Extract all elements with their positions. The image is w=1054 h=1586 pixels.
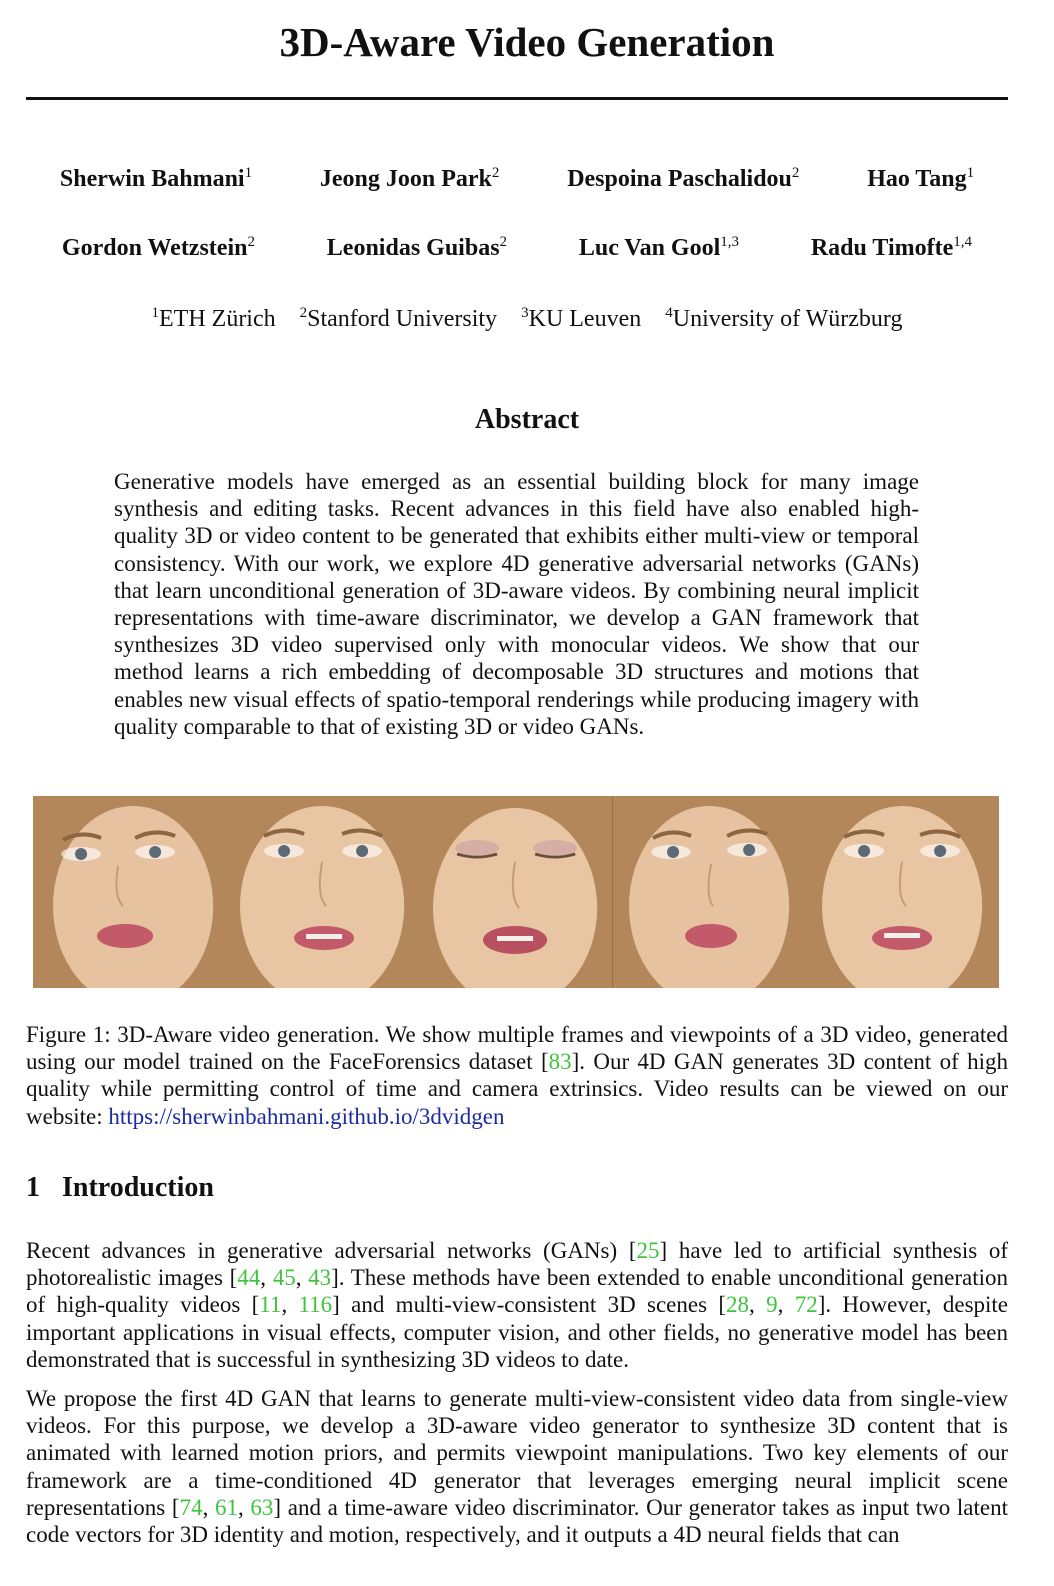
affiliations [0, 306, 1054, 333]
video-frame [806, 796, 999, 988]
author: Gordon Wetzstein$^2$ [61, 234, 255, 261]
affiliation: $^4$University of Würzburg [665, 305, 903, 332]
section-heading: 1 Introduction [26, 1172, 214, 1203]
paper-title: 3D-Aware Video Generation [279, 19, 775, 65]
video-frame [419, 796, 612, 988]
affiliation: $^2$Stanford University [299, 305, 498, 332]
citation-link[interactable]: 61 [214, 1494, 238, 1520]
author: Luc Van Gool$^{1,3}$ [578, 234, 739, 261]
citation-link[interactable]: 11 [259, 1292, 282, 1318]
citation-link[interactable]: 63 [250, 1494, 274, 1520]
citation-link[interactable]: 116 [298, 1292, 333, 1318]
abstract-heading: Abstract [474, 404, 580, 435]
citation-link[interactable]: 9 [766, 1292, 778, 1318]
author: Jeong Joon Park$^2$ [319, 165, 500, 192]
video-frame [33, 796, 226, 988]
citation-link[interactable]: 28 [726, 1292, 750, 1318]
author: Sherwin Bahmani$^1$ [59, 165, 253, 192]
citation-link[interactable]: 72 [794, 1292, 818, 1318]
citation-link[interactable]: 83 [548, 1049, 572, 1075]
citation-link[interactable]: 74 [179, 1494, 203, 1520]
intro-paragraph-1: Recent advances in generative adversarial networks (GANs) [25] have led to artificial synthesis of photorealistic images [44, 45, 43]. These methods have been extended to enable unconditional generation of high-quality videos [11, 116] and multi-view-consistent 3D scenes [28, 9, 72]. However, despite important applications in visual effects, computer vision, and other fields, no generative model has been demonstrated that is successful in synthesizing 3D videos to date. [26, 1238, 1009, 1372]
authors-row-1 [26, 166, 1008, 193]
citation-link[interactable]: 25 [636, 1238, 660, 1263]
intro-paragraph-2: We propose the first 4D GAN that learns to generate multi-view-consistent video data from single-view videos. For this purpose, we develop a 3D-aware video generator to synthesize 3D content that is animated with learned motion priors, and permits viewpoint manipulations. Two key elements of our framework are a time-conditioned 4D generator that leverages emerging neural implicit scene representations [74, 61, 63] and a time-aware video discriminator. Our generator takes as input two latent code vectors for 3D identity and motion, respectively, and it outputs a 4D neural fields that can [26, 1386, 1009, 1548]
figure-1-frames [33, 796, 999, 988]
citation-link[interactable]: 43 [308, 1265, 332, 1291]
authors-row-2 [26, 235, 1008, 262]
author: Leonidas Guibas$^2$ [326, 234, 508, 261]
citation-link[interactable]: 44 [237, 1265, 261, 1291]
abstract-text: Generative models have emerged as an essential building block for many image synthesis and editing tasks. Recent advances in this field have also enabled high-quality 3D or video content to be generated that exhibits either multi-view or temporal consistency. With our work, we explore 4D generative adversarial networks (GANs) that learn unconditional generation of 3D-aware videos. By combining neural implicit representations with time-aware discriminator, we develop a GAN framework that synthesizes 3D video supervised only with monocular videos. We show that our method learns a rich embedding of decomposable 3D structures and motions that enables new visual effects of spatio-temporal renderings while producing imagery with quality comparable to that of existing 3D or video GANs. [114, 469, 919, 739]
author: Radu Timofte$^{1,4}$ [810, 234, 973, 261]
video-frame [226, 796, 419, 988]
author: Despoina Paschalidou$^2$ [567, 165, 800, 192]
figure-caption: Figure 1: 3D-Aware video generation. We show multiple frames and viewpoints of a 3D video, generated using our model trained on the FaceForensics dataset [83]. Our 4D GAN generates 3D content of high quality while permitting control of time and camera extrinsics. Video results can be viewed on our website: https://sherwinbahmani.github.io/3dvidgen [26, 1022, 1008, 1129]
author: Hao Tang$^1$ [867, 165, 975, 192]
citation-link[interactable]: 45 [272, 1265, 296, 1291]
title-rule [26, 97, 1008, 100]
video-frame [613, 796, 806, 988]
affiliation: $^3$KU Leuven [521, 305, 642, 332]
affiliation: $^1$ETH Zürich [151, 305, 276, 332]
website-link[interactable]: https://sherwinbahmani.github.io/3dvidgen [108, 1103, 505, 1129]
